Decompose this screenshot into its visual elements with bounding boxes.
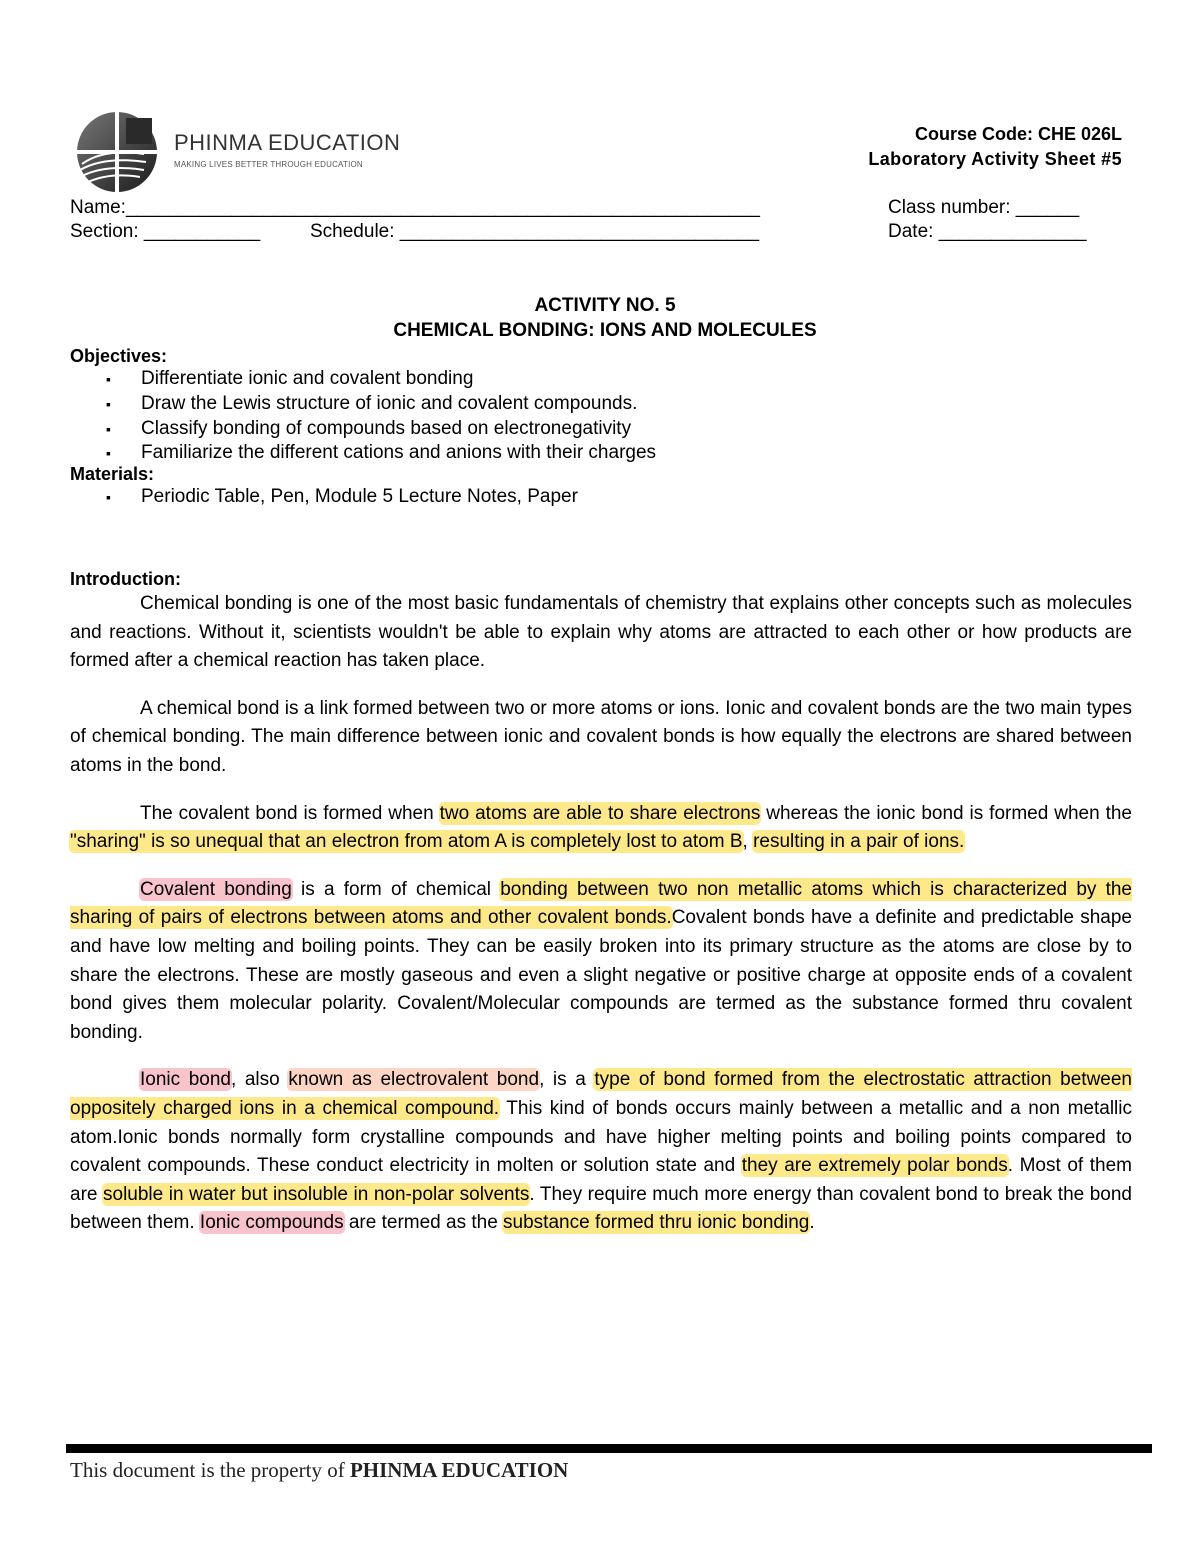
schedule-field[interactable]: Schedule: __________________________________ (310, 221, 760, 242)
highlight-ionic-bond: Ionic bond (140, 1069, 231, 1091)
p3-text: , (742, 831, 754, 853)
class-number-field[interactable]: Class number: ______ (888, 197, 1080, 218)
footer-divider (66, 1444, 1152, 1453)
date-field[interactable]: Date: ______________ (888, 221, 1087, 242)
p5-text: . They require much more energy than covalent bond to break the bond between them. (70, 1183, 1132, 1234)
intro-paragraph-1: Chemical bonding is one of the most basic fundamentals of chemistry that explains other concepts such as molecules and reactions. Without it, scientists wouldn't be able to explain why atoms are attracted to each other or how products are formed after a chemical reaction has taken place. (70, 593, 1132, 672)
p3-text: whereas the ionic bond is formed when the (760, 802, 1132, 824)
p5-text: This kind of bonds occurs mainly between a metallic and a non metallic atom.Ionic bonds normally form crystalline compounds and have higher melting points and boiling points compared to covalent compounds. These conduct electricity in molten or solution state and (70, 1097, 1132, 1177)
objectives-section (70, 346, 1132, 510)
objective-item: ▪ Familiarize the different cations and anions with their charges (70, 441, 1132, 466)
highlight-sharing-unequal: "sharing" is so unequal that an electron from atom A is completely lost to atom B (70, 831, 743, 853)
footer-prefix: This document is the property of (70, 1458, 350, 1482)
highlight-substance-ionic: substance formed thru ionic bonding (503, 1212, 810, 1234)
intro-paragraph-2: A chemical bond is a link formed between two or more atoms or ions. Ionic and covalent bonds are the two main types of chemical bonding. The main difference between ionic and covalent bonds is how equally the electrons are shared between atoms in the bond. (70, 697, 1132, 776)
introduction-heading: Introduction: (70, 569, 181, 589)
highlight-electrovalent: known as electrovalent bond (288, 1069, 540, 1091)
p5-text: , also (231, 1069, 289, 1091)
activity-number: ACTIVITY NO. 5 (534, 295, 676, 316)
logo-tagline: MAKING LIVES BETTER THROUGH EDUCATION (174, 160, 363, 169)
p5-text: . (809, 1212, 815, 1234)
highlight-covalent-bonding: Covalent bonding (140, 878, 292, 900)
highlight-soluble: soluble in water but insoluble in non-polar solvents (103, 1183, 530, 1205)
course-header (868, 122, 1122, 172)
materials-heading: Materials: (70, 464, 155, 485)
p4-text: is a form of chemical (291, 878, 501, 900)
materials-list (70, 485, 1132, 510)
objective-item: ▪ Draw the Lewis structure of ionic and covalent compounds. (70, 392, 1132, 417)
logo-name: PHINMA EDUCATION (174, 130, 401, 155)
p4-text: Covalent bonds have a definite and predictable shape and have low melting and boiling points. They can be easily broken into its primary structure as the atoms are close by to share the electrons. These are mostly gaseous and even a slight negative or positive charge at opposite ends of a covalent bond gives them molecular polarity. Covalent/Molecular compounds are termed as the substance formed thru covalent bonding. (70, 907, 1132, 1043)
highlight-ionic-compounds: Ionic compounds (199, 1212, 344, 1234)
name-field[interactable]: Name:____________________________________________________________ (70, 197, 760, 218)
highlight-share-electrons: two atoms are able to share electrons (439, 802, 761, 824)
highlight-polar-bonds: they are extremely polar bonds (741, 1155, 1008, 1177)
objectives-heading: Objectives: (70, 346, 168, 366)
introduction-section (70, 569, 1132, 1238)
objectives-list (70, 367, 1132, 466)
p3-text: The covalent bond is formed when (140, 802, 440, 824)
highlight-pair-of-ions: resulting in a pair of ions. (753, 831, 965, 853)
intro-paragraph-5 (70, 1066, 1132, 1238)
footer (70, 1458, 568, 1483)
footer-owner: PHINMA EDUCATION (349, 1458, 569, 1482)
highlight-covalent-definition: bonding between two non metallic atoms which is characterized by the sharing of pairs of electrons between atoms and other covalent bonds. (70, 878, 1133, 929)
activity-topic: CHEMICAL BONDING: IONS AND MOLECULES (393, 320, 817, 341)
course-code: Course Code: CHE 026L (914, 124, 1122, 144)
material-item: ▪ Periodic Table, Pen, Module 5 Lecture Notes, Paper (70, 485, 1132, 510)
section-field[interactable]: Section: ___________ (70, 221, 261, 242)
intro-paragraph-4 (70, 876, 1132, 1048)
p5-text: are termed as the (343, 1212, 504, 1234)
objective-item: ▪ Classify bonding of compounds based on electronegativity (70, 417, 1132, 442)
p5-text: . Most of them are (70, 1155, 1132, 1205)
phinma-logo (74, 104, 401, 200)
objective-item: ▪ Differentiate ionic and covalent bonding (70, 367, 1132, 392)
p5-text: , is a (539, 1069, 595, 1091)
intro-paragraph-3 (70, 800, 1132, 857)
sheet-title: Laboratory Activity Sheet #5 (868, 149, 1122, 169)
highlight-ionic-definition: type of bond formed from the electrostatic attraction between oppositely charged ions in a chemical compound. (70, 1069, 1133, 1119)
